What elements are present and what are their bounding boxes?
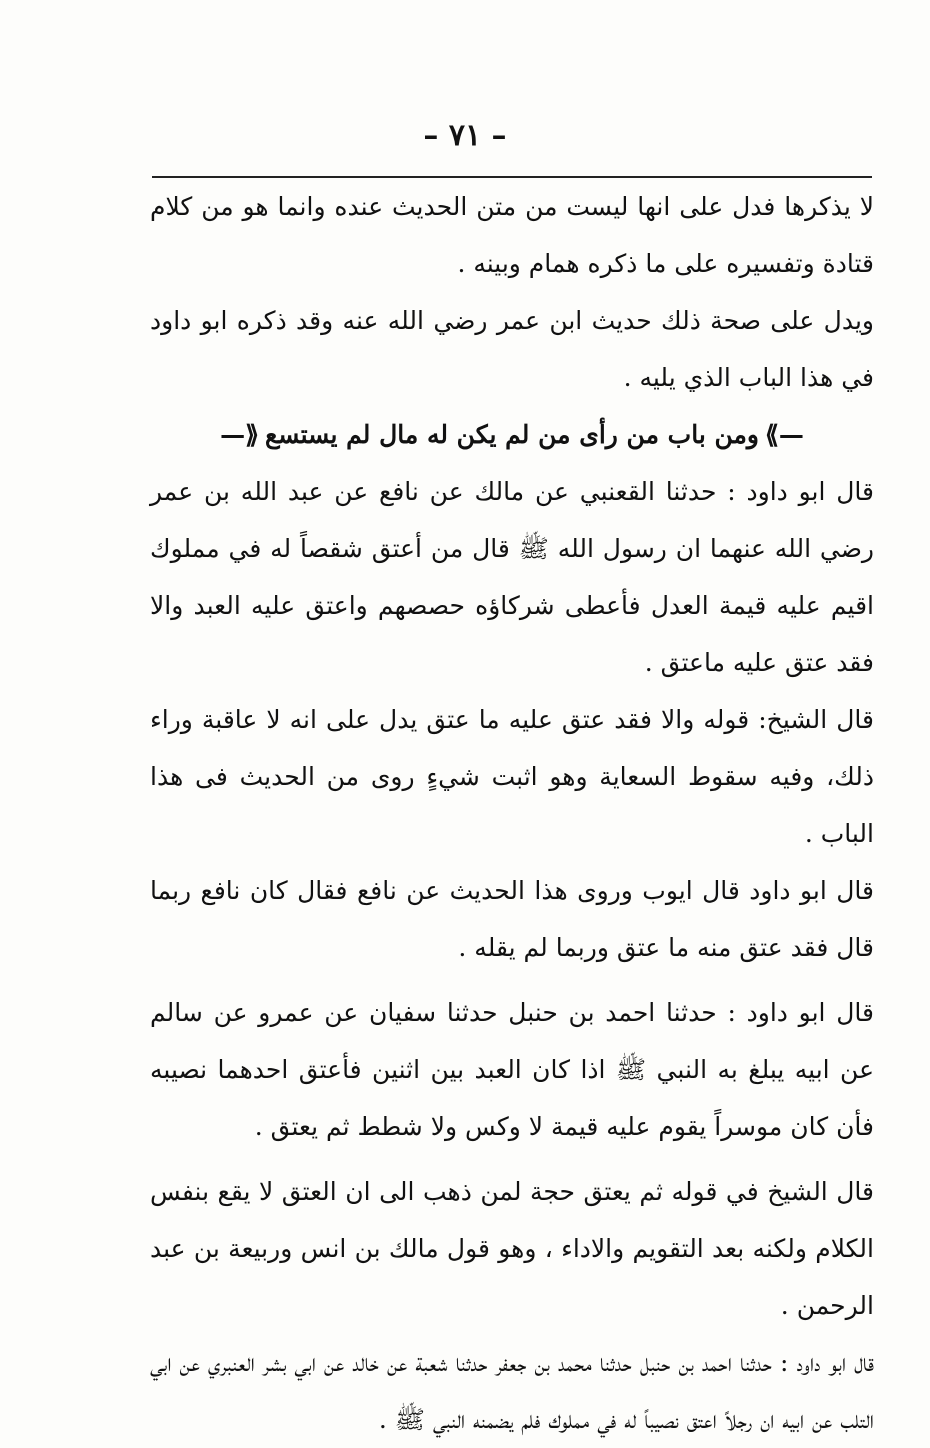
paragraph: قال الشيخ: قوله والا فقد عتق عليه ما عتق يدل على انه لا عاقبة وراء ذلك، وفيه سقوط السعاية وهو اثبت شيءٍ روى من الحديث فى هذا الباب . xyxy=(150,705,874,848)
paragraph: قال ابو داود : حدثنا احمد بن حنبل حدثنا سفيان عن عمرو عن سالم عن ابيه يبلغ به النبي ﷺ اذا كان العبد بين اثنين فأعتق احدهما نصيبه فأن كان موسراً يقوم عليه قيمة لا وكس ولا شطط ثم يعتق . xyxy=(150,998,874,1141)
paragraph: قال الشيخ في قوله ثم يعتق حجة لمن ذهب الى ان العتق لا يقع بنفس الكلام ولكنه بعد التقويم والاداء ، وهو قول مالك بن انس وربيعة بن عبد الرحمن . xyxy=(150,1177,874,1320)
chapter-title: ومن باب من رأى من لم يكن له مال لم يستسع xyxy=(265,420,759,449)
ornament-left: ⟪— xyxy=(220,420,259,449)
paragraph: لا يذكرها فدل على انها ليست من متن الحديث عنده وانما هو من كلام قتادة وتفسيره على ما ذكره همام وبينه . xyxy=(150,192,874,278)
paragraph: قال ابو داود : حدثنا احمد بن حنبل حدثنا محمد بن جعفر حدثنا شعبة عن خالد عن ابي بشر العنبري عن ابي التلب عن ابيه ان رجلاً اعتق نصيباً له في مملوك فلم يضمنه النبي ﷺ . xyxy=(150,1348,874,1434)
body-text xyxy=(150,178,874,1448)
ornament-right: —⟫ xyxy=(764,420,804,449)
page-number: – ٧١ – xyxy=(423,118,507,153)
paragraph: قال ابو داود قال ايوب وروى هذا الحديث عن نافع فقال كان نافع ربما قال فقد عتق منه ما عتق وربما لم يقله . xyxy=(150,876,874,962)
paragraph: ويدل على صحة ذلك حديث ابن عمر رضي الله عنه وقد ذكره ابو داود في هذا الباب الذي يليه . xyxy=(150,306,874,392)
paragraph: قال ابو داود : حدثنا القعنبي عن مالك عن نافع عن عبد الله بن عمر رضي الله عنهما ان رسول الله ﷺ قال من أعتق شقصاً له في مملوك اقيم عليه قيمة العدل فأعطى شركاؤه حصصهم واعتق عليه العبد والا فقد عتق عليه ماعتق . xyxy=(150,477,874,677)
chapter-heading xyxy=(150,406,874,463)
